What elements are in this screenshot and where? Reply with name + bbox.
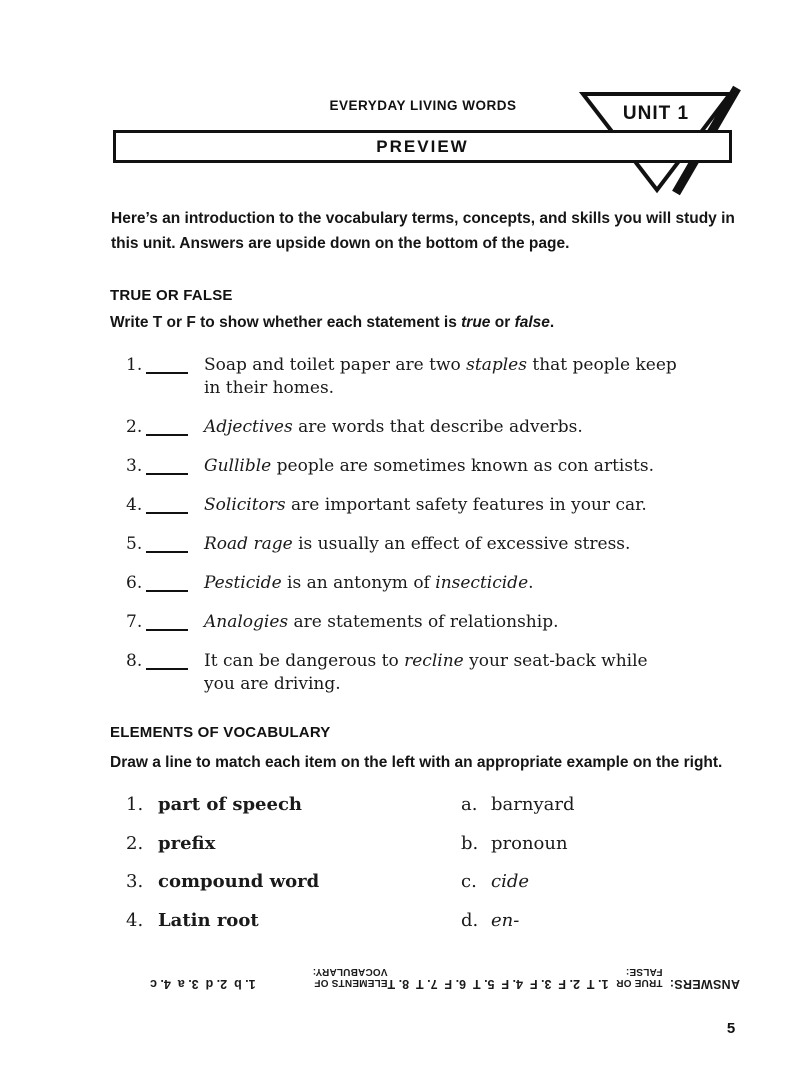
match-letter: b.: [461, 832, 479, 854]
match-letter: a.: [461, 794, 478, 815]
page-number: 5: [726, 1020, 736, 1037]
vocabulary-answers-values: 1. b 2. d 3. a 4. c: [150, 977, 256, 991]
statement-text: It can be dangerous to recline your seat-back while you are driving.: [204, 651, 648, 694]
item-number: 4.: [126, 909, 144, 931]
matching-row: [126, 870, 726, 893]
answer-blank: [146, 533, 188, 553]
statement-text: Solicitors are important safety features in your car.: [204, 495, 647, 515]
series-title: EVERYDAY LIVING WORDS: [329, 98, 517, 113]
item-number: 4.: [126, 495, 143, 515]
item-number: 1.: [126, 794, 144, 815]
match-example: pronoun: [491, 832, 568, 854]
true-false-item: [126, 494, 736, 517]
answer-blank: [146, 494, 188, 514]
true-false-item: [126, 611, 736, 634]
answer-blank: [146, 572, 188, 592]
statement-text: Pesticide is an antonym of insecticide.: [204, 573, 534, 593]
true-false-heading: TRUE OR FALSE: [110, 287, 233, 304]
matching-row: [126, 909, 726, 932]
statement-text: Road rage is usually an effect of excessive stress.: [204, 534, 631, 554]
vocabulary-heading: ELEMENTS OF VOCABULARY: [110, 724, 331, 741]
answer-key-upside-down: [150, 966, 740, 991]
true-false-item: [126, 572, 736, 595]
intro-paragraph: Here’s an introduction to the vocabulary terms, concepts, and skills you will study in this unit. Answers are upside down on the bottom of the page.: [111, 210, 735, 252]
item-number: 2.: [126, 417, 143, 437]
true-false-item: [126, 533, 736, 556]
matching-row: [126, 832, 726, 855]
statement-text: Analogies are statements of relationship.: [204, 612, 559, 632]
answer-blank: [146, 455, 188, 475]
answers-prefix: ANSWERS:: [669, 977, 740, 991]
answer-key-true-false: [388, 966, 740, 991]
statement-text: Adjectives are words that describe adverbs.: [204, 417, 583, 437]
vocabulary-answers-label: ELEMENTS OF VOCABULARY:: [312, 966, 388, 988]
answer-key-vocabulary: [150, 966, 388, 991]
match-term: part of speech: [158, 794, 302, 815]
statement-text: Gullible people are sometimes known as con artists.: [204, 456, 655, 476]
match-term: compound word: [158, 871, 320, 892]
true-false-list: [126, 354, 736, 712]
true-false-item: [126, 354, 736, 400]
item-number: 3.: [126, 871, 144, 892]
answer-blank: [146, 650, 188, 670]
preview-banner: [113, 130, 732, 163]
matching-list: [126, 793, 726, 947]
vocabulary-instruction: Draw a line to match each item on the left with an appropriate example on the right.: [110, 754, 723, 771]
match-letter: d.: [461, 909, 479, 931]
true-false-answers-label: TRUE OR FALSE:: [616, 966, 663, 988]
true-false-item: [126, 455, 736, 478]
unit-label: UNIT 1: [622, 103, 690, 124]
true-false-item: [126, 650, 736, 696]
item-number: 3.: [126, 456, 143, 476]
answer-blank: [146, 611, 188, 631]
match-term: Latin root: [158, 909, 259, 931]
statement-text: Soap and toilet paper are two staples that people keep in their homes.: [204, 355, 677, 398]
true-false-answers-values: 1. T 2. F 3. F 4. F 5. T 6. F 7. T 8. T: [387, 977, 609, 991]
match-term: prefix: [158, 832, 216, 854]
item-number: 1.: [126, 355, 143, 375]
match-example: barnyard: [491, 794, 575, 815]
item-number: 2.: [126, 832, 144, 854]
item-number: 5.: [126, 534, 143, 554]
preview-banner-title: PREVIEW: [376, 136, 469, 156]
answer-blank: [146, 416, 188, 436]
true-false-instruction: Write T or F to show whether each statement is true or false.: [110, 314, 555, 331]
item-number: 7.: [126, 612, 143, 632]
item-number: 6.: [126, 573, 143, 593]
matching-row: [126, 793, 726, 816]
item-number: 8.: [126, 651, 143, 671]
match-example: en-: [491, 909, 520, 931]
match-example: cide: [491, 871, 530, 892]
answer-blank: [146, 354, 188, 374]
match-letter: c.: [461, 871, 477, 892]
true-false-item: [126, 416, 736, 439]
